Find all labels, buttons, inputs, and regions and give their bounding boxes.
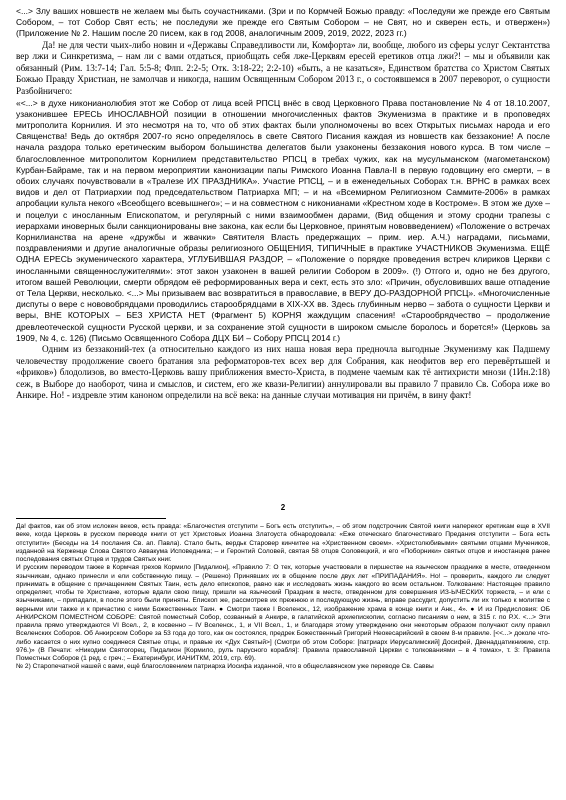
footnote-1: Да! фактов, как об этом ислокен веков, есть правда: «Благочестия отступити – Богъ есть отступить», – об этом подстрочник Святой книги напереког еретикам еще в XVII веке, когда Церковь в русском переводе книги от уст Христовых Иоанна Златоуста обнародовала: «Еже отеческаго благочестиваго Предания отступити – Бога есть отступити» (Беседы на 14 послания Св. ап. Павла). Стало быть, вердьк Старовер кинчитее на «Хриственном своем». «Христолюбивыми» святыми отцами Мучеников, изданной на Керженце Слова Святого Аввакума Исповедника; – и Геронтий Соловей, святая 58 отцов Соловецкий, и его «Поборники» святых отцов и иностанцев ранее последования святых Отцев и трудов Святых книг. bbox=[16, 523, 550, 563]
page-number: 2 bbox=[280, 503, 286, 512]
paragraph-2: Да! не для чести чьих-либо новин и «Державы Справедливости ли, Комфорта» ли, вообще, любого из сферы услуг Сектантства вер лжи и Синкретизма, – нам ли с вами отдаться, приобщать себя лже-Церквям ересей еретиков отца лжи?! – мы и объявили как обязанный (Рим. 13:7-14; Гал. 5:5-8; Флп. 2:2-5; Отк. 3:18-22; 2:2-10) «быть, а не казаться», Единством братства со Христом Святых Божью Правду Христиан, не замолчав и никогда, нашим Освященным Собором 2013 г., о состоявшемся в 2007 переворот, о сущности Разбойничего: bbox=[16, 39, 550, 96]
footnote-2: И русским переводом также в Кормчая грехов Кормило [Пидалион], «Правило 7: О тех, которые участвовали в пиршестве на языческом празднике в месте, отведенном язычникам, однако принесли и ели собственную пищу. – (Решено) Принявших их в общение после двух лет «ПРИПАДАНИЯ». Но! – проверить, каждого ли следует принимать в общение с причащением Святых Таин, есть дело епископов, равно как и исследовать жизнь каждого во всем остальном. Толкование: Настоящее правило определяет, чтобы те Христиане, которые вдали свою пищу, пришли на языческий Праздник в месте, отведенном для совершения ИЗ-ЫЧЕСКИХ торжеств, – и ели с язычниками, – припадали, в после этого были приняты. Епископ же, рассмотрев их прежнюю и последующую жизнь, вправе рассудит, допустить ли их только к молитве с верными или также и к причастию с ними Божественных Таин. ● Смотри также I Вселенск., 12, изображение храма в конце книги и Анк., 4». ● И из Предисловия: ОБ АНКИРСКОМ ПОМЕСТНОМ СОБОРЕ: Святой поместный Собор, созванный в Анкире, в галатийской архиепископии, согласно писаниям о нем, в 315 г. по Р.Х. <...> Эти правила прямо утверждаются VI Всел., 2, в косвенно – IV Вселенск., 1, и VII Всел., 1, и благодаря этому утверждению они некоторым образом получают силу правил Вселенских Соборов. Об Анкирском Соборе за 53 года до того, как он состоялся, предрек Божественный Григорий Неокесарийский в своем 8-м правиле. [<<...> доколе что-либо касается о них купно соединеся Святые отцы, и правые их <Дух Святый>] (Смотри об этом Соборе: [патриарх Иерусалимский] Досифей, Двенадцатикнижие, стр. 976.)» (В Печати: «Никодим Святогорец, Пидалион [Кормило, рулъ парусного корабля]: Правила православной Церкви с толкованиями – в 4 томах», т. 3: Правила Поместных Соборов (1 ред. с греч.; – Екатеринбург, ИАНИТКМ, 2019, стр. 69). bbox=[16, 564, 550, 662]
footnote-divider bbox=[16, 518, 166, 519]
paragraph-1: <...> Злу ваших новшеств не желаем мы быть соучастниками. (Зри и по Кормчей Божью правду: «Последуяи же прежде его Святым Собором, – тот Собор Свят есть; не последуяи же прежде его Святым Собором – не Свят, но и скверен есть, и отвержен») (Приложение № 2. Нашим после 20 писем, как в год 2008, аналогичным 2009, 2019, 2022, 2023 гг.) bbox=[16, 6, 550, 39]
paragraph-4: Одним из беззаконий-тех (а относительно каждого из них наша новая вера предночла выгодные Экуменизму как Падшему человечеству продолжение своего братания зла реформаторов-тех всех вер для Собрания, как неофитов вер его перевёртышей и «фриков») блодолизов, во вместо-Церковь вашу приближения вместо-Христа, в подмене чаемым как тё антихристи мнози (1Ин.2:18) сеж, в Выборе до наоборот, чина и смыслов, и систем, его же квази-Религии) аннулировали вы правило 7 правило Св. Собора иже во Анкире. Но! - издревле этим каноном определили на всё века: на данные случаи мотивация ни причём, в вину факт! bbox=[16, 344, 550, 401]
paragraph-3-quote: «<...> в духе никонианолюбия этот же Собор от лица всей РПСЦ внёс в свод Церковного Права постановление № 4 от 18.10.2007, узаконившее ЕРЕСЬ ИНОСЛАВНОЙ позиции в отношении многочисленных фактов Экуменизма в практике и в проповедях митрополита Корнилия. И это несмотря на то, что об этих фактах были уполномочены во всех Открытых письмах народа и его Священства! Ведь до октября 2007-го ясно определялось в свете Святого Писания каждая из новшеств как беззаконие! А после начала раздора только еретическим выбором большинства делегатов были узаконены беззакония нового курса. В том числе – благословленное митрополитом Корнилием представительство РПСЦ в требах чужих, как на мусульманском (магометанском) Курбан-Байраме, так и на первом мероприятии канонизации папы Римского Иоанна Павла-II в первую годовщину его смерти, – в обоих случаях почувствовали в «Тралезе ИХ ПРАЗДНИКА». Участие РПСЦ, – и в еженедельных Соборах т.н. ВРНС в рамках всех видов и дел от Патриархии под председательством Патриарха МП; – и на «Всемирном Религиозном Саммите-2006» в рамках апробации культа некого «Всеобщего всевышнего»; – и на совместном с никонианами «Крестном ходе в Костроме». В этом же духе – и поцелуи с иносланным Епископатом, и регулярный с ними взаимообмен дарами, (Вид общения и этому сродни трапезы с иерархами иноверных были санкционированы вне закона, как если бы Церковное, принятым нововведением) «Положение о встречах Корнилианства на арене «дружбы и жвачки» Святителя Власть предержащих – прим. иер. А.Ч.) наградами, письмами, поздравлениями и другие аналогичные образы религиозного ОБЩЕНИЯ, ТИПИЧНЫЕ в практике УЧАСТНИКОВ Экуменизма. ЕЩЁ ОДНА ЕРЕСЬ экуменического характера, УГЛУБИВШАЯ РАЗДОР, – «Положение о порядке проведения встреч клириков Церкви с иносланными священнослужителями»: этот закон узаконен в вашей религии Собором в 2009». (!) Отгого и, одно не без другого, итогом вашей Революции, смерти обрядом её реформированных вера и сект, есть это зло: «Причин, обусловивших ваше отпадение от Тела Церкви, несколько. <...> Мы призываем вас возвратиться в православие, в ВЕРУ ДО-РАЗДОРНОЙ РПСЦ». «Многочисленные диспуты о вере с нововобрядцами проводились старообрядцами в XIX-XX вв. Здесь глубинным нерво – забота о сущности Церкви и веры, ВНЕ КОТОРЫХ – БЕЗ ХРИСТА НЕТ (Фрагмент 5) КОРНЯ жаждущим спасения! «Старообрядчество – продолжение древлеотеческой сущности Русской церкви, и за сохранение этой сущности в широком смысле боролось и борется!» (Церковь за 1909, № 4, с. 126) (Письмо Освященного Собора ДЦХ БИ – Собору РПСЦ 2014 г.) bbox=[16, 97, 550, 343]
footnotes bbox=[16, 512, 550, 672]
footnote-3: № 2) Старопечатной нашей с вами, ещё благословением патриарха Иосифа изданной, что в общеславянском уже переводе Св. Саввы bbox=[16, 663, 434, 671]
document-body bbox=[16, 6, 550, 402]
